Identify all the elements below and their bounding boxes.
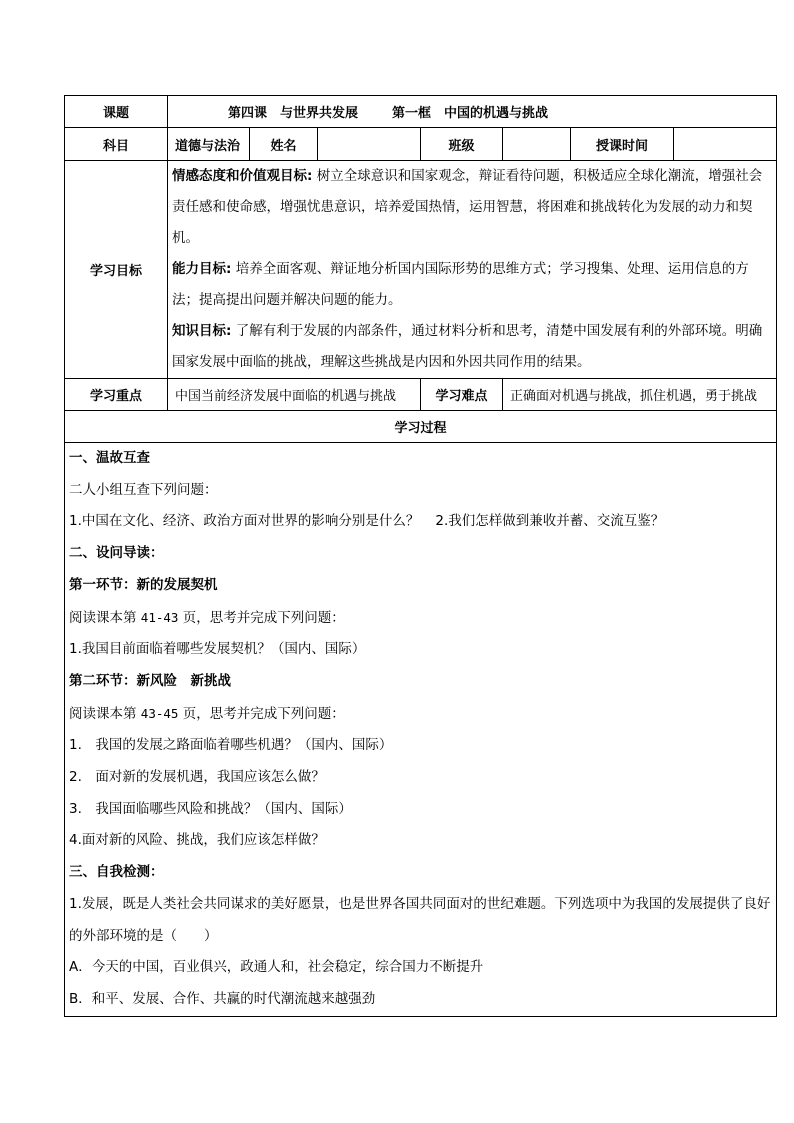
part2-question-4: 4.面对新的风险、挑战，我们应该怎样做？: [69, 832, 325, 849]
test-option-b: B．和平、发展、合作、共赢的时代潮流越来越强劲: [69, 990, 376, 1007]
knowledge-goal: [172, 316, 772, 378]
section-review-title: 一、温故互查: [69, 450, 150, 466]
section-test-title: 三、自我检测：: [69, 864, 164, 881]
ability-goal-text: 培养全面客观、辩证地分析国内国际形势的思维方式；学习搜集、处理、运用信息的方法；提高提出问题并解决问题的能力。: [172, 261, 749, 308]
emotion-goal: [172, 161, 772, 254]
course-lesson: 第四课 与世界共发展: [228, 106, 359, 121]
part1-reading-suffix: 页，思考并完成下列问题：: [178, 609, 345, 626]
knowledge-goal-text: 了解有利于发展的内部条件，通过材料分析和思考，清楚中国发展有利的外部环境。明确国家发展中面临的挑战，理解这些挑战是内因和外因共同作用的结果。: [172, 323, 763, 370]
goals-row: [65, 161, 777, 379]
knowledge-goal-title: 知识目标:: [172, 323, 232, 339]
info-row: [65, 128, 777, 161]
part2-reading-suffix: 页，思考并完成下列问题：: [178, 705, 345, 722]
part2-question-3: 3. 我国面临哪些风险和挑战？（国内、国际）: [69, 800, 352, 817]
time-field[interactable]: [674, 128, 777, 161]
part2-reading: [69, 698, 772, 731]
emotion-goal-text: 树立全球意识和国家观念，辩证看待问题，积极适应全球化潮流，增强社会责任感和使命感，增强忧患意识，培养爱国热情，运用智慧，将困难和挑战转化为发展的动力和契机。: [172, 168, 763, 246]
part2-question-2: 2. 面对新的发展机遇，我国应该怎么做？: [69, 769, 325, 786]
course-row: [65, 96, 777, 128]
difficulty-label: 学习难点: [421, 379, 503, 411]
class-label: 班级: [421, 128, 503, 161]
subject-value: 道德与法治: [168, 128, 250, 161]
part2-reading-pages: 43-45: [140, 705, 179, 721]
part1-reading: [69, 602, 772, 635]
part1-question-1: 1.我国目前面临着哪些发展契机？（国内、国际）: [69, 641, 366, 658]
part1-reading-prefix: 阅读课本第: [69, 609, 141, 626]
section-review-intro: 二人小组互查下列问题：: [69, 481, 218, 498]
process-content: [65, 443, 777, 1017]
section-guide-title: 二、设问导读：: [69, 545, 164, 562]
goals-label: 学习目标: [65, 161, 168, 379]
course-frame: 第一框 中国的机遇与挑战: [392, 106, 549, 121]
ability-goal: [172, 254, 772, 316]
process-title: 学习过程: [65, 411, 777, 443]
review-questions: [69, 506, 772, 538]
key-point-label: 学习重点: [65, 379, 168, 411]
part2-reading-prefix: 阅读课本第: [69, 705, 141, 722]
test-option-a: A．今天的中国，百业俱兴，政通人和，社会稳定，综合国力不断提升: [69, 959, 484, 976]
time-label: 授课时间: [571, 128, 674, 161]
goals-content: [168, 161, 777, 379]
subject-label: 科目: [65, 128, 168, 161]
key-point-value: 中国当前经济发展中面临的机遇与挑战: [168, 379, 421, 411]
ability-goal-title: 能力目标:: [172, 261, 232, 277]
process-header-row: [65, 411, 777, 443]
test-question-1: 1.发展，既是人类社会共同谋求的美好愿景，也是世界各国共同面对的世纪难题。下列选项中为我国的发展提供了良好的外部环境的是（ ）: [69, 895, 771, 944]
part1-reading-pages: 41-43: [140, 609, 179, 625]
course-label: 课题: [65, 96, 168, 128]
review-question-2: 2.我们怎样做到兼收并蓄、交流互鉴？: [435, 513, 665, 530]
part2-title: 第二环节：新风险 新挑战: [69, 672, 231, 689]
part2-question-1: 1. 我国的发展之路面临着哪些机遇？（国内、国际）: [69, 737, 393, 754]
course-title: [168, 96, 777, 128]
lesson-plan-table: [64, 95, 777, 1017]
name-field[interactable]: [318, 128, 421, 161]
class-field[interactable]: [503, 128, 571, 161]
review-question-1: 1.中国在文化、经济、政治方面对世界的影响分别是什么？: [69, 513, 420, 530]
part1-title: 第一环节：新的发展契机: [69, 576, 218, 593]
process-body-row: [65, 443, 777, 1017]
name-label: 姓名: [250, 128, 318, 161]
focus-row: [65, 379, 777, 411]
emotion-goal-title: 情感态度和价值观目标:: [172, 168, 313, 184]
difficulty-value: 正确面对机遇与挑战，抓住机遇，勇于挑战: [503, 379, 777, 411]
